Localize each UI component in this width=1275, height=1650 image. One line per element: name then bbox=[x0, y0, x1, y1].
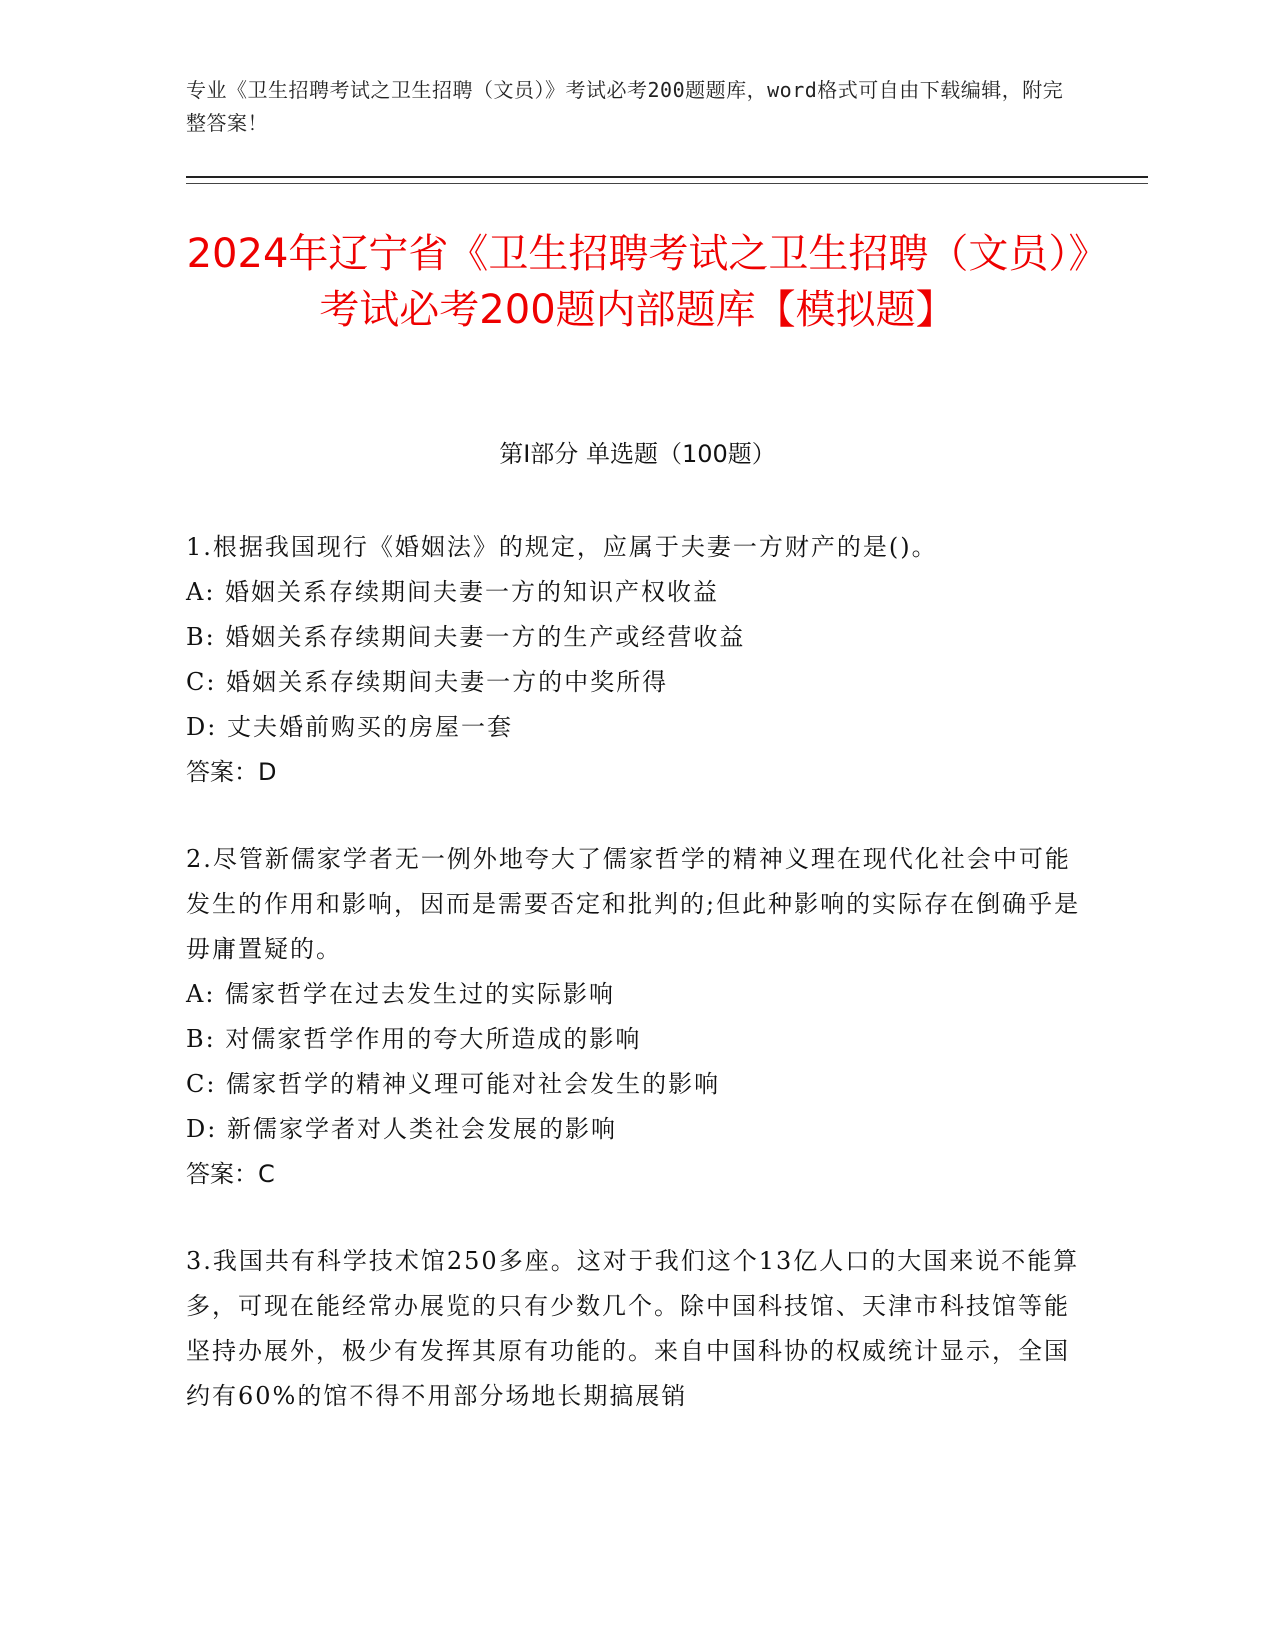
document-title: 2024年辽宁省《卫生招聘考试之卫生招聘（文员）》考试必考200题内部题库【模拟题】 bbox=[186, 231, 1089, 333]
option-c: C: 儒家哲学的精神义理可能对社会发生的影响 bbox=[186, 1070, 721, 1098]
answer-label: 答案：D bbox=[186, 758, 277, 786]
question-item bbox=[186, 525, 1086, 795]
option-a: A: 儒家哲学在过去发生过的实际影响 bbox=[186, 980, 616, 1008]
option-d: D: 新儒家学者对人类社会发展的影响 bbox=[186, 1115, 617, 1143]
section-title: 第I部分 单选题（100题） bbox=[499, 440, 776, 468]
question-stem: 3.我国共有科学技术馆250多座。这对于我们这个13亿人口的大国来说不能算多，可现在能经常办展览的只有少数几个。除中国科技馆、天津市科技馆等能坚持办展外，极少有发挥其原有功能的。来自中国科协的权威统计显示，全国约有60%的馆不得不用部分场地长期搞展销 bbox=[186, 1247, 1080, 1410]
header-divider-thin bbox=[186, 183, 1148, 184]
option-b: B: 对儒家哲学作用的夸大所造成的影响 bbox=[186, 1025, 642, 1053]
question-stem: 1.根据我国现行《婚姻法》的规定，应属于夫妻一方财产的是()。 bbox=[186, 533, 938, 561]
option-a: A: 婚姻关系存续期间夫妻一方的知识产权收益 bbox=[186, 578, 720, 606]
option-d: D: 丈夫婚前购买的房屋一套 bbox=[186, 713, 513, 741]
question-list bbox=[186, 525, 1086, 1461]
question-item bbox=[186, 1239, 1086, 1419]
header-divider-thick bbox=[186, 176, 1148, 178]
question-stem: 2.尽管新儒家学者无一例外地夸大了儒家哲学的精神义理在现代化社会中可能发生的作用和影响，因而是需要否定和批判的;但此种影响的实际存在倒确乎是毋庸置疑的。 bbox=[186, 845, 1081, 963]
question-item bbox=[186, 837, 1086, 1197]
answer-label: 答案：C bbox=[186, 1160, 275, 1188]
option-b: B: 婚姻关系存续期间夫妻一方的生产或经营收益 bbox=[186, 623, 746, 651]
option-c: C: 婚姻关系存续期间夫妻一方的中奖所得 bbox=[186, 668, 669, 696]
header-note: 专业《卫生招聘考试之卫生招聘（文员）》考试必考200题题库，word格式可自由下载编辑，附完整答案！ bbox=[186, 78, 1064, 135]
